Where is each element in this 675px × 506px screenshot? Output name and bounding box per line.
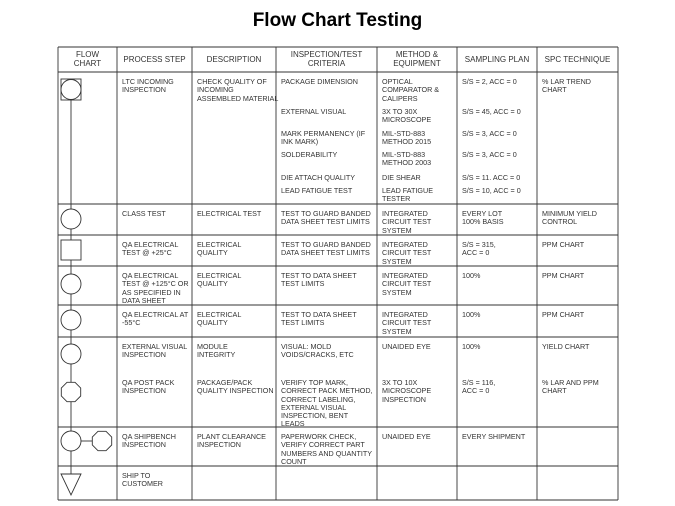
column-header: FLOW CHART <box>73 50 102 68</box>
column-header: SAMPLING PLAN <box>464 55 530 64</box>
cell-sampling: S/S = 10, ACC = 0 <box>462 186 521 195</box>
cell-process: QA ELECTRICAL TEST @ +25°C <box>122 240 179 258</box>
cell-process: LTC INCOMING INSPECTION <box>122 77 174 95</box>
cell-sampling: S/S = 11. ACC = 0 <box>462 173 521 182</box>
cell-method: UNAIDED EYE <box>382 342 431 351</box>
cell-spc: YIELD CHART <box>542 342 590 351</box>
column-header: SPC TECHNIQUE <box>544 55 611 64</box>
process-circle-icon <box>61 209 81 229</box>
cell-sampling: EVERY SHIPMENT <box>462 432 526 441</box>
inspection-circle-icon <box>61 80 81 100</box>
page-title: Flow Chart Testing <box>252 10 423 31</box>
ship-triangle-icon <box>61 474 81 495</box>
cell-method: LEAD FATIGUE TESTER <box>382 186 433 204</box>
cell-sampling: S/S = 315, ACC = 0 <box>462 240 496 258</box>
cell-process: QA ELECTRICAL AT -55°C <box>122 310 189 328</box>
cell-criteria: TEST TO GUARD BANDED DATA SHEET TEST LIMITS <box>281 240 371 258</box>
cell-method: 3X TO 30X MICROSCOPE <box>382 107 432 125</box>
cell-method: OPTICAL COMPARATOR & CALIPERS <box>382 77 440 103</box>
cell-sampling: S/S = 2, ACC = 0 <box>462 77 517 86</box>
cell-spc: % LAR TREND CHART <box>542 77 591 95</box>
cell-criteria: EXTERNAL VISUAL <box>281 107 347 116</box>
cell-sampling: S/S = 45, ACC = 0 <box>462 107 521 116</box>
cell-method: INTEGRATED CIRCUIT TEST SYSTEM <box>382 310 432 336</box>
cell-description: CHECK QUALITY OF INCOMING ASSEMBLED MATERIAL <box>197 77 279 103</box>
cell-process: QA SHIPBENCH INSPECTION <box>122 432 176 450</box>
cell-spc: PPM CHART <box>542 310 585 319</box>
column-header: METHOD & EQUIPMENT <box>393 50 441 68</box>
cell-criteria: LEAD FATIGUE TEST <box>281 186 353 195</box>
cell-process: SHIP TO CUSTOMER <box>122 471 163 489</box>
column-header: DESCRIPTION <box>206 55 262 64</box>
column-header: PROCESS STEP <box>123 55 186 64</box>
cell-description: MODULE INTEGRITY <box>197 342 236 360</box>
cell-process: QA ELECTRICAL TEST @ +125°C OR AS SPECIFIED IN DATA SHEET <box>122 271 189 305</box>
square-icon <box>61 240 81 260</box>
process-circle-icon <box>61 344 81 364</box>
cell-criteria: TEST TO GUARD BANDED DATA SHEET TEST LIMITS <box>281 209 371 227</box>
octagon-icon <box>61 382 80 401</box>
cell-criteria: PACKAGE DIMENSION <box>281 77 358 86</box>
cell-description: PACKAGE/PACK QUALITY INSPECTION <box>197 378 274 396</box>
cell-criteria: SOLDERABILITY <box>281 150 338 159</box>
process-circle-icon <box>61 310 81 330</box>
cell-criteria: MARK PERMANENCY (IF INK MARK) <box>281 129 366 147</box>
cell-description: ELECTRICAL QUALITY <box>197 240 242 258</box>
cell-spc: % LAR AND PPM CHART <box>542 378 599 396</box>
cell-sampling: 100% <box>462 342 481 351</box>
cell-sampling: S/S = 3, ACC = 0 <box>462 150 517 159</box>
cell-method: DIE SHEAR <box>382 173 421 182</box>
cell-method: INTEGRATED CIRCUIT TEST SYSTEM <box>382 271 432 297</box>
cell-description: PLANT CLEARANCE INSPECTION <box>197 432 266 450</box>
cell-description: ELECTRICAL QUALITY <box>197 271 242 289</box>
cell-criteria: TEST TO DATA SHEET TEST LIMITS <box>281 271 357 289</box>
cell-criteria: VERIFY TOP MARK, CORRECT PACK METHOD, CORRECT LABELING, EXTERNAL VISUAL INSPECTION, BENT LEADS <box>281 378 373 429</box>
cell-sampling: EVERY LOT 100% BASIS <box>462 209 504 227</box>
cell-method: UNAIDED EYE <box>382 432 431 441</box>
cell-spc: PPM CHART <box>542 271 585 280</box>
cell-spc: PPM CHART <box>542 240 585 249</box>
process-circle-icon <box>61 274 81 294</box>
cell-method: MIL-STD-883 METHOD 2015 <box>382 129 432 147</box>
cell-criteria: VISUAL: MOLD VOIDS/CRACKS, ETC <box>281 342 354 360</box>
cell-sampling: 100% <box>462 310 481 319</box>
cell-sampling: S/S = 3, ACC = 0 <box>462 129 517 138</box>
cell-criteria: DIE ATTACH QUALITY <box>281 173 356 182</box>
cell-method: 3X TO 10X MICROSCOPE INSPECTION <box>382 378 432 404</box>
cell-criteria: PAPERWORK CHECK, VERIFY CORRECT PART NUMBERS AND QUANTITY COUNT <box>281 432 373 466</box>
cell-sampling: 100% <box>462 271 481 280</box>
cell-description: ELECTRICAL TEST <box>197 209 262 218</box>
cell-criteria: TEST TO DATA SHEET TEST LIMITS <box>281 310 357 328</box>
process-circle-icon <box>61 431 81 451</box>
octagon-icon <box>92 431 111 450</box>
cell-spc: MINIMUM YIELD CONTROL <box>542 209 597 227</box>
cell-process: QA POST PACK INSPECTION <box>122 378 175 396</box>
cell-sampling: S/S = 116, ACC = 0 <box>462 378 496 396</box>
cell-process: CLASS TEST <box>122 209 166 218</box>
cell-method: INTEGRATED CIRCUIT TEST SYSTEM <box>382 209 432 235</box>
cell-description: ELECTRICAL QUALITY <box>197 310 242 328</box>
cell-method: INTEGRATED CIRCUIT TEST SYSTEM <box>382 240 432 266</box>
column-header: INSPECTION/TEST CRITERIA <box>290 50 363 68</box>
cell-method: MIL-STD-883 METHOD 2003 <box>382 150 432 168</box>
cell-process: EXTERNAL VISUAL INSPECTION <box>122 342 188 360</box>
